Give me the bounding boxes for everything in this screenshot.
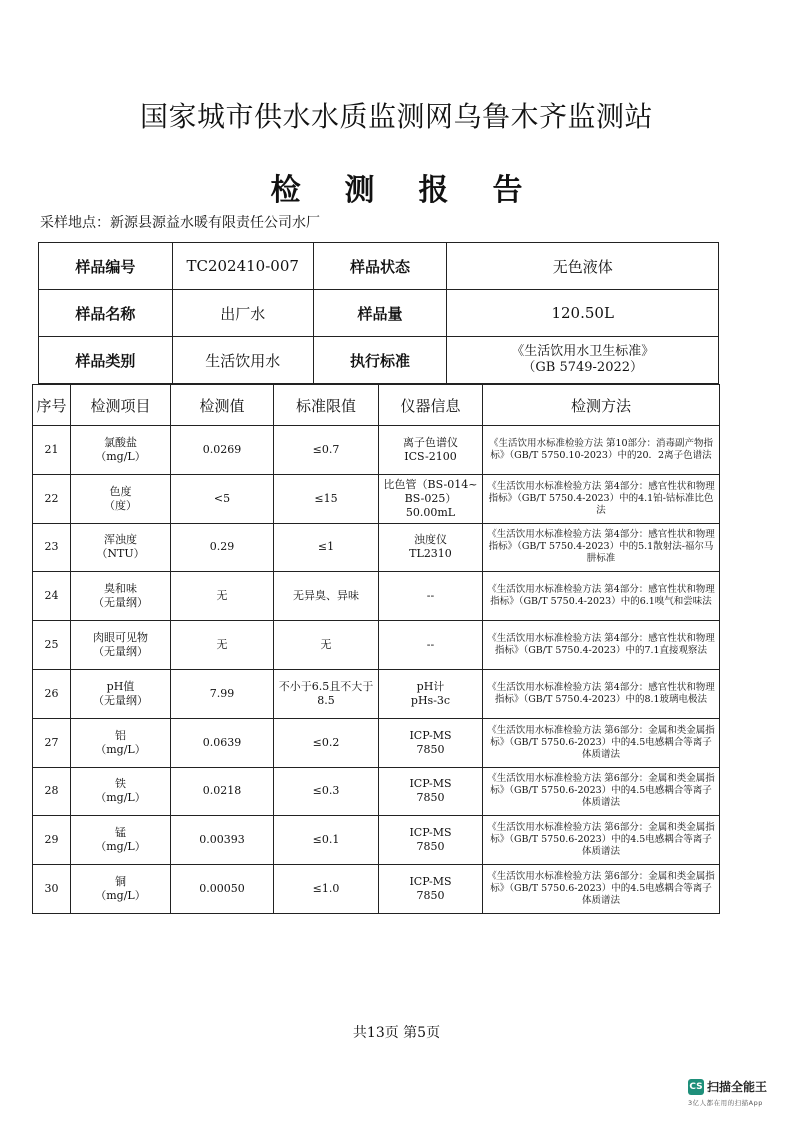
row-seq bbox=[33, 474, 71, 523]
row-instrument bbox=[379, 816, 483, 865]
row-instrument-name: 离子色谱仪 bbox=[403, 435, 458, 449]
row-item bbox=[71, 718, 171, 767]
row-seq bbox=[33, 767, 71, 816]
row-instrument bbox=[379, 865, 483, 914]
sample-info-row bbox=[39, 290, 719, 337]
watermark-tagline: 3亿人都在用的扫描App bbox=[688, 1099, 763, 1107]
row-value bbox=[171, 865, 274, 914]
row-method bbox=[483, 767, 720, 816]
row-limit-text: 无异臭、异味 bbox=[293, 589, 359, 603]
row-item-unit: （无量纲） bbox=[93, 596, 148, 610]
sample-id-label: 样品编号 bbox=[39, 243, 173, 290]
row-item-name: 色度 bbox=[109, 484, 132, 498]
row-limit bbox=[274, 523, 379, 572]
row-item-unit: （mg/L） bbox=[95, 840, 146, 854]
table-row bbox=[33, 669, 720, 718]
row-seq bbox=[33, 621, 71, 670]
standard-name: 《生活饮用水卫生标准》 bbox=[511, 344, 655, 359]
row-value bbox=[171, 767, 274, 816]
row-item-name: pH值 bbox=[106, 679, 135, 693]
table-row bbox=[33, 718, 720, 767]
row-limit-text: 不小于6.5且不大于8.5 bbox=[278, 679, 374, 707]
table-header-row bbox=[33, 385, 720, 426]
standard-code: （GB 5749-2022） bbox=[522, 360, 644, 375]
report-title: 检测报告 bbox=[270, 173, 567, 208]
organization-title: 国家城市供水水质监测网乌鲁木齐监测站 bbox=[139, 100, 653, 133]
row-value bbox=[171, 718, 274, 767]
row-instrument bbox=[379, 523, 483, 572]
row-method-text: 《生活饮用水标准检验方法 第4部分：感官性状和物理指标》（GB/T 5750.4-2023）中的8.1玻璃电极法 bbox=[487, 681, 715, 705]
sampling-location bbox=[40, 212, 320, 232]
header-value: 检测值 bbox=[171, 385, 274, 426]
table-row bbox=[33, 523, 720, 572]
table-row bbox=[33, 474, 720, 523]
row-instrument-name: 比色管（BS-014~ bbox=[383, 477, 478, 491]
standard-label: 执行标准 bbox=[313, 337, 447, 384]
row-instrument-name: -- bbox=[426, 589, 435, 603]
row-item-unit: （无量纲） bbox=[93, 693, 148, 707]
sample-quantity-label: 样品量 bbox=[313, 290, 447, 337]
sample-state-value: 无色液体 bbox=[447, 243, 719, 290]
row-limit bbox=[274, 426, 379, 475]
row-instrument-model: 7850 bbox=[416, 791, 445, 805]
row-limit bbox=[274, 572, 379, 621]
row-instrument bbox=[379, 572, 483, 621]
row-seq bbox=[33, 426, 71, 475]
row-method bbox=[483, 426, 720, 475]
row-value-text: 0.00050 bbox=[199, 882, 245, 896]
header-limit: 标准限值 bbox=[274, 385, 379, 426]
page-footer: 共13页 第5页 bbox=[352, 1025, 441, 1041]
row-value bbox=[171, 474, 274, 523]
row-method-text: 《生活饮用水标准检验方法 第6部分：金属和类金属指标》（GB/T 5750.6-2023）中的4.5电感耦合等离子体质谱法 bbox=[487, 822, 715, 858]
row-instrument-name: ICP-MS bbox=[409, 728, 452, 742]
row-item-name: 铁 bbox=[115, 777, 126, 791]
row-value-text: 7.99 bbox=[209, 686, 235, 700]
row-value-text: 0.0218 bbox=[202, 784, 242, 798]
row-instrument-name: ICP-MS bbox=[409, 777, 452, 791]
table-row bbox=[33, 572, 720, 621]
row-value-text: 0.29 bbox=[209, 540, 235, 554]
row-item-unit: （mg/L） bbox=[95, 449, 146, 463]
sample-type-value: 生活饮用水 bbox=[172, 337, 313, 384]
row-value-text: 0.00393 bbox=[199, 833, 245, 847]
row-seq bbox=[33, 865, 71, 914]
row-limit bbox=[274, 718, 379, 767]
row-instrument-model: 7850 bbox=[416, 889, 445, 903]
sample-state-label: 样品状态 bbox=[313, 243, 447, 290]
scanner-watermark bbox=[688, 1076, 788, 1107]
row-method-text: 《生活饮用水标准检验方法 第4部分：感官性状和物理指标》（GB/T 5750.4-2023）中的6.1嗅气和尝味法 bbox=[487, 584, 715, 608]
row-method bbox=[483, 621, 720, 670]
row-method-text: 《生活饮用水标准检验方法 第4部分：感官性状和物理指标》（GB/T 5750.4-2023）中的4.1铂-钴标准比色法 bbox=[487, 480, 715, 516]
sample-type-label: 样品类别 bbox=[39, 337, 173, 384]
row-seq-text: 27 bbox=[44, 735, 59, 749]
row-method-text: 《生活饮用水标准检验方法 第4部分：感官性状和物理指标》（GB/T 5750.4-2023）中的7.1直接观察法 bbox=[487, 633, 715, 657]
row-method-text: 《生活饮用水标准检验方法 第6部分：金属和类金属指标》（GB/T 5750.6-2023）中的4.5电感耦合等离子体质谱法 bbox=[487, 773, 715, 809]
row-instrument-model: ICS-2100 bbox=[404, 449, 457, 463]
row-instrument-name: -- bbox=[426, 638, 435, 652]
sampling-location-value: 新源县源益水暖有限责任公司水厂 bbox=[110, 215, 320, 231]
row-instrument bbox=[379, 474, 483, 523]
row-instrument-model: BS-025） bbox=[404, 491, 457, 505]
row-method bbox=[483, 865, 720, 914]
row-item bbox=[71, 767, 171, 816]
table-row bbox=[33, 865, 720, 914]
row-instrument bbox=[379, 767, 483, 816]
row-seq-text: 22 bbox=[44, 491, 59, 505]
row-limit bbox=[274, 621, 379, 670]
row-value-text: 无 bbox=[216, 638, 228, 652]
row-method bbox=[483, 523, 720, 572]
row-instrument bbox=[379, 669, 483, 718]
row-method-text: 《生活饮用水标准检验方法 第4部分：感官性状和物理指标》（GB/T 5750.4-2023）中的5.1散射法-福尔马肼标准 bbox=[487, 529, 715, 565]
row-seq-text: 21 bbox=[44, 442, 59, 456]
header-seq: 序号 bbox=[33, 385, 71, 426]
row-method bbox=[483, 572, 720, 621]
row-seq bbox=[33, 523, 71, 572]
row-limit bbox=[274, 816, 379, 865]
row-item-name: 浑浊度 bbox=[104, 533, 137, 547]
row-item-name: 铝 bbox=[115, 728, 126, 742]
sample-name-value: 出厂水 bbox=[172, 290, 313, 337]
sample-info-table bbox=[38, 242, 719, 384]
row-value bbox=[171, 426, 274, 475]
row-instrument-name: pH计 bbox=[416, 679, 445, 693]
watermark-name: 扫描全能王 bbox=[707, 1080, 768, 1094]
row-item-unit: （无量纲） bbox=[93, 645, 148, 659]
row-seq-text: 30 bbox=[44, 882, 59, 896]
row-instrument bbox=[379, 621, 483, 670]
row-method bbox=[483, 669, 720, 718]
header-method: 检测方法 bbox=[483, 385, 720, 426]
row-item bbox=[71, 572, 171, 621]
sample-info-row bbox=[39, 337, 719, 384]
row-seq-text: 23 bbox=[44, 540, 59, 554]
row-instrument-extra: 50.00mL bbox=[405, 505, 456, 519]
row-item-name: 氯酸盐 bbox=[104, 435, 137, 449]
row-value-text: 0.0269 bbox=[202, 442, 242, 456]
row-item-name: 铜 bbox=[115, 875, 126, 889]
row-limit-text: ≤15 bbox=[314, 491, 338, 505]
row-seq bbox=[33, 718, 71, 767]
row-instrument-model: 7850 bbox=[416, 742, 445, 756]
row-item bbox=[71, 816, 171, 865]
row-limit-text: ≤0.3 bbox=[312, 784, 340, 798]
row-seq-text: 25 bbox=[44, 638, 59, 652]
row-item-unit: （mg/L） bbox=[95, 742, 146, 756]
test-results-table bbox=[32, 384, 720, 914]
row-item bbox=[71, 621, 171, 670]
row-seq-text: 28 bbox=[44, 784, 59, 798]
row-value-text: 无 bbox=[216, 589, 228, 603]
row-item bbox=[71, 669, 171, 718]
row-seq-text: 29 bbox=[44, 833, 59, 847]
row-seq bbox=[33, 669, 71, 718]
row-method-text: 《生活饮用水标准检验方法 第6部分：金属和类金属指标》（GB/T 5750.6-2023）中的4.5电感耦合等离子体质谱法 bbox=[487, 871, 715, 907]
row-item-unit: （mg/L） bbox=[95, 791, 146, 805]
row-item-name: 臭和味 bbox=[104, 582, 137, 596]
row-item bbox=[71, 474, 171, 523]
table-row bbox=[33, 767, 720, 816]
row-instrument-model: 7850 bbox=[416, 840, 445, 854]
row-instrument-name: 浊度仪 bbox=[414, 533, 447, 547]
header-item: 检测项目 bbox=[71, 385, 171, 426]
row-item-unit: （度） bbox=[104, 498, 137, 512]
sample-id-value: TC202410-007 bbox=[172, 243, 313, 290]
row-seq-text: 26 bbox=[44, 686, 59, 700]
row-item-unit: （mg/L） bbox=[95, 889, 146, 903]
row-limit bbox=[274, 865, 379, 914]
row-instrument-model: TL2310 bbox=[409, 547, 452, 561]
row-value bbox=[171, 816, 274, 865]
row-item bbox=[71, 523, 171, 572]
row-limit bbox=[274, 474, 379, 523]
row-seq bbox=[33, 572, 71, 621]
row-seq-text: 24 bbox=[44, 589, 59, 603]
table-row bbox=[33, 816, 720, 865]
row-limit-text: ≤1 bbox=[317, 540, 335, 554]
row-item-unit: （NTU） bbox=[96, 547, 145, 561]
row-method bbox=[483, 474, 720, 523]
row-limit bbox=[274, 767, 379, 816]
row-limit-text: ≤0.7 bbox=[312, 442, 340, 456]
row-instrument-name: ICP-MS bbox=[409, 875, 452, 889]
row-limit-text: ≤0.2 bbox=[312, 735, 340, 749]
row-item-name: 肉眼可见物 bbox=[93, 631, 148, 645]
row-value bbox=[171, 572, 274, 621]
standard-value bbox=[447, 337, 719, 384]
table-row bbox=[33, 621, 720, 670]
row-value bbox=[171, 621, 274, 670]
sample-quantity-value: 120.50L bbox=[447, 290, 719, 337]
row-value bbox=[171, 523, 274, 572]
header-instrument: 仪器信息 bbox=[379, 385, 483, 426]
row-value bbox=[171, 669, 274, 718]
sample-info-row bbox=[39, 243, 719, 290]
row-instrument bbox=[379, 718, 483, 767]
camscanner-logo-icon: CS bbox=[688, 1079, 704, 1095]
row-seq bbox=[33, 816, 71, 865]
row-instrument-model: pHs-3c bbox=[410, 693, 451, 707]
row-limit-text: 无 bbox=[320, 638, 332, 652]
row-item bbox=[71, 426, 171, 475]
row-limit bbox=[274, 669, 379, 718]
row-limit-text: ≤0.1 bbox=[312, 833, 340, 847]
row-instrument bbox=[379, 426, 483, 475]
row-method-text: 《生活饮用水标准检验方法 第6部分：金属和类金属指标》（GB/T 5750.6-2023）中的4.5电感耦合等离子体质谱法 bbox=[487, 724, 715, 760]
sampling-location-label: 采样地点： bbox=[40, 215, 110, 231]
table-row bbox=[33, 426, 720, 475]
row-method bbox=[483, 816, 720, 865]
table-body bbox=[33, 426, 720, 914]
row-instrument-name: ICP-MS bbox=[409, 826, 452, 840]
row-method-text: 《生活饮用水标准检验方法 第10部分：消毒副产物指标》（GB/T 5750.10-2023）中的20．2离子色谱法 bbox=[488, 437, 714, 461]
row-item-name: 锰 bbox=[115, 826, 126, 840]
row-item bbox=[71, 865, 171, 914]
sample-name-label: 样品名称 bbox=[39, 290, 173, 337]
row-method bbox=[483, 718, 720, 767]
row-value-text: <5 bbox=[213, 491, 231, 505]
row-value-text: 0.0639 bbox=[202, 735, 242, 749]
row-limit-text: ≤1.0 bbox=[312, 882, 340, 896]
